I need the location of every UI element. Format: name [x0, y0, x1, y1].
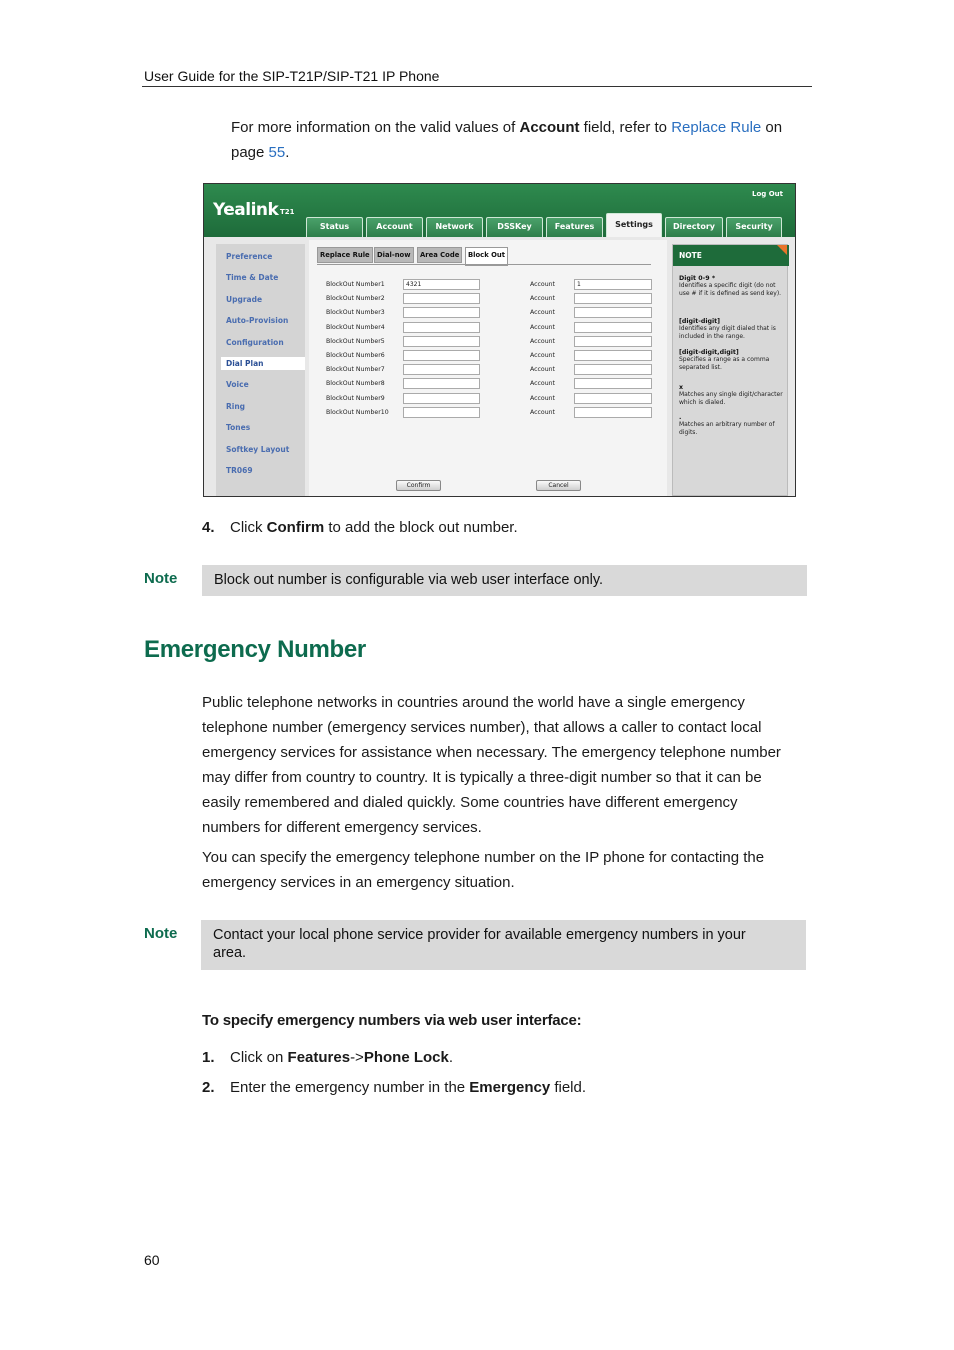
blockout-number-input[interactable]: [403, 378, 480, 389]
note-description: Specifies a range as a comma separated list.: [679, 356, 770, 371]
note-label: Note: [144, 925, 178, 942]
note-text: Contact your local phone service provider for available emergency numbers in your: [213, 927, 746, 943]
subtab-dial-now[interactable]: Dial-now: [374, 247, 414, 263]
account-input[interactable]: [574, 378, 652, 389]
blockout-number-label: BlockOut Number9: [326, 394, 385, 402]
tab-dsskey[interactable]: DSSKey: [486, 217, 543, 237]
web-ui-screenshot: [203, 183, 796, 497]
sidebar-item-preference[interactable]: Preference: [226, 252, 273, 261]
page-link[interactable]: 55: [268, 144, 286, 161]
subtab-underline: [317, 264, 651, 265]
section-title: Emergency Number: [144, 636, 366, 663]
account-label: Account: [530, 380, 555, 388]
note-box: [202, 565, 807, 596]
blockout-number-label: BlockOut Number8: [326, 380, 385, 388]
note-panel: [672, 244, 788, 496]
paragraph-line: may differ from country to country. It is typically a three-digit number so that it can be: [202, 769, 762, 786]
blockout-number-input[interactable]: [403, 336, 480, 347]
sidebar-item-upgrade[interactable]: Upgrade: [226, 294, 263, 304]
model-label: T21: [280, 208, 295, 216]
tab-network[interactable]: Network: [426, 217, 483, 237]
step-text: field.: [550, 1079, 587, 1096]
account-label: Account: [530, 309, 555, 317]
paragraph-line: numbers for different emergency services.: [202, 819, 482, 836]
intro-text: on: [761, 119, 783, 136]
blockout-number-input[interactable]: 4321: [403, 279, 480, 290]
sidebar: [216, 244, 305, 496]
emergency-term: Emergency: [469, 1079, 551, 1096]
cancel-button[interactable]: Cancel: [536, 480, 581, 491]
note-description: Matches any single digit/character which is dialed.: [679, 391, 783, 406]
note-term: [digit-digit]: [679, 318, 721, 325]
step-number: 4.: [202, 519, 215, 536]
account-label: Account: [530, 352, 555, 359]
note-header: NOTE: [673, 245, 789, 266]
account-label: Account: [530, 323, 555, 331]
step-number: 1.: [202, 1049, 215, 1066]
top-bar: [204, 184, 795, 237]
tab-features[interactable]: Features: [546, 217, 603, 237]
note-corner-icon: [777, 245, 787, 255]
account-input[interactable]: [574, 350, 652, 361]
account-input[interactable]: [574, 407, 652, 418]
account-label: Account: [530, 295, 555, 303]
blockout-number-input[interactable]: [403, 393, 480, 404]
tab-settings[interactable]: Settings: [606, 213, 662, 237]
sidebar-item-tr069[interactable]: TR069: [226, 466, 253, 475]
sidebar-item-voice[interactable]: Voice: [226, 380, 249, 390]
step-text: ->: [350, 1049, 364, 1066]
tab-security[interactable]: Security: [726, 217, 782, 237]
blockout-number-label: BlockOut Number6: [326, 352, 385, 359]
sidebar-item-tones[interactable]: Tones: [226, 423, 251, 433]
account-input[interactable]: [574, 364, 652, 375]
blockout-number-label: BlockOut Number1: [326, 281, 385, 288]
step-text: Click on: [230, 1049, 288, 1066]
subtab-replace-rule[interactable]: Replace Rule: [317, 247, 373, 263]
sidebar-item-time-date[interactable]: Time & Date: [226, 273, 279, 283]
procedure-title: To specify emergency numbers via web user interface:: [202, 1012, 582, 1029]
note-text: area.: [213, 945, 247, 961]
note-term: x: [679, 384, 684, 391]
paragraph-1: [202, 690, 812, 840]
blockout-number-input[interactable]: [403, 407, 480, 418]
sidebar-item-dial-plan[interactable]: Dial Plan: [221, 357, 305, 370]
tab-account[interactable]: Account: [366, 217, 423, 237]
logout-link[interactable]: Log Out: [752, 190, 783, 198]
step-1: [202, 1045, 453, 1070]
phone-lock-term: Phone Lock: [363, 1049, 449, 1066]
step-2: [202, 1075, 586, 1100]
note-box: [201, 920, 806, 970]
account-label: Account: [530, 281, 555, 288]
note-term: Digit 0-9 *: [679, 275, 716, 282]
account-input[interactable]: [574, 393, 652, 404]
paragraph-line: telephone number (emergency services number), that allows a caller to contact local: [202, 719, 762, 736]
blockout-number-input[interactable]: [403, 293, 480, 304]
subtab-block-out[interactable]: Block Out: [465, 247, 508, 266]
intro-text: page: [231, 144, 269, 161]
step-text: Enter the emergency number in the: [230, 1079, 470, 1096]
page-number: 60: [144, 1252, 160, 1268]
paragraph-line: easily remembered and dialed quickly. Some countries have different emergency: [202, 794, 738, 811]
sidebar-item-ring[interactable]: Ring: [226, 401, 246, 411]
account-input[interactable]: 1: [574, 279, 652, 290]
account-label: Account: [530, 337, 555, 345]
running-header: User Guide for the SIP-T21P/SIP-T21 IP Phone: [144, 68, 440, 84]
subtab-area-code[interactable]: Area Code: [417, 247, 462, 263]
header-rule: [142, 86, 812, 87]
tab-directory[interactable]: Directory: [665, 217, 723, 237]
intro-text: .: [285, 144, 290, 161]
blockout-number-label: BlockOut Number3: [326, 309, 385, 317]
sidebar-item-softkey-layout[interactable]: Softkey Layout: [226, 444, 290, 454]
blockout-number-label: BlockOut Number5: [326, 337, 385, 345]
blockout-number-label: BlockOut Number4: [326, 323, 385, 331]
replace-rule-link[interactable]: Replace Rule: [671, 119, 762, 136]
account-label: Account: [530, 408, 555, 416]
blockout-number-label: BlockOut Number2: [326, 295, 385, 303]
yealink-logo: Yealink: [213, 200, 279, 220]
step-number: 2.: [202, 1079, 215, 1096]
account-term: Account: [519, 119, 580, 136]
sidebar-item-auto-provision[interactable]: Auto-Provision: [226, 316, 289, 326]
step-text: Click: [230, 519, 267, 536]
blockout-number-label: BlockOut Number10: [326, 408, 389, 416]
account-label: Account: [530, 366, 555, 374]
sidebar-item-configuration[interactable]: Configuration: [226, 337, 284, 347]
note-text: Block out number is configurable via web user interface only.: [214, 572, 604, 588]
blockout-number-label: BlockOut Number7: [326, 366, 385, 374]
note-term: .: [679, 414, 682, 421]
paragraph-line: You can specify the emergency telephone number on the IP phone for contacting the: [202, 849, 765, 866]
blockout-number-input[interactable]: [403, 322, 480, 333]
features-term: Features: [287, 1049, 351, 1066]
blockout-number-input[interactable]: [403, 307, 480, 318]
step-text: to add the block out number.: [324, 519, 518, 536]
paragraph-line: emergency services for assistance when necessary. The emergency telephone number: [202, 744, 781, 761]
paragraph-line: Public telephone networks in countries around the world have a single emergency: [202, 694, 745, 711]
tab-status[interactable]: Status: [306, 217, 363, 237]
account-input[interactable]: [574, 293, 652, 304]
step-text: .: [448, 1049, 454, 1066]
note-description: Matches an arbitrary number of digits.: [679, 421, 775, 436]
account-label: Account: [530, 394, 555, 402]
step-4: [202, 515, 518, 540]
paragraph-line: emergency services in an emergency situation.: [202, 874, 515, 891]
intro-paragraph: [231, 115, 811, 165]
intro-text: For more information on the valid values of: [231, 119, 520, 136]
account-input[interactable]: [574, 322, 652, 333]
intro-text: field, refer to: [579, 119, 672, 136]
confirm-term: Confirm: [266, 519, 325, 536]
account-input[interactable]: [574, 307, 652, 318]
note-label: Note: [144, 570, 178, 587]
confirm-button[interactable]: Confirm: [396, 480, 441, 491]
note-description: Identifies a specific digit (do not use # if it is defined as send key).: [679, 282, 782, 297]
note-description: Identifies any digit dialed that is included in the range.: [679, 325, 776, 340]
account-input[interactable]: [574, 336, 652, 347]
blockout-number-input[interactable]: [403, 364, 480, 375]
paragraph-2: [202, 845, 812, 895]
blockout-number-input[interactable]: [403, 350, 480, 361]
note-term: [digit-digit,digit]: [679, 349, 739, 356]
